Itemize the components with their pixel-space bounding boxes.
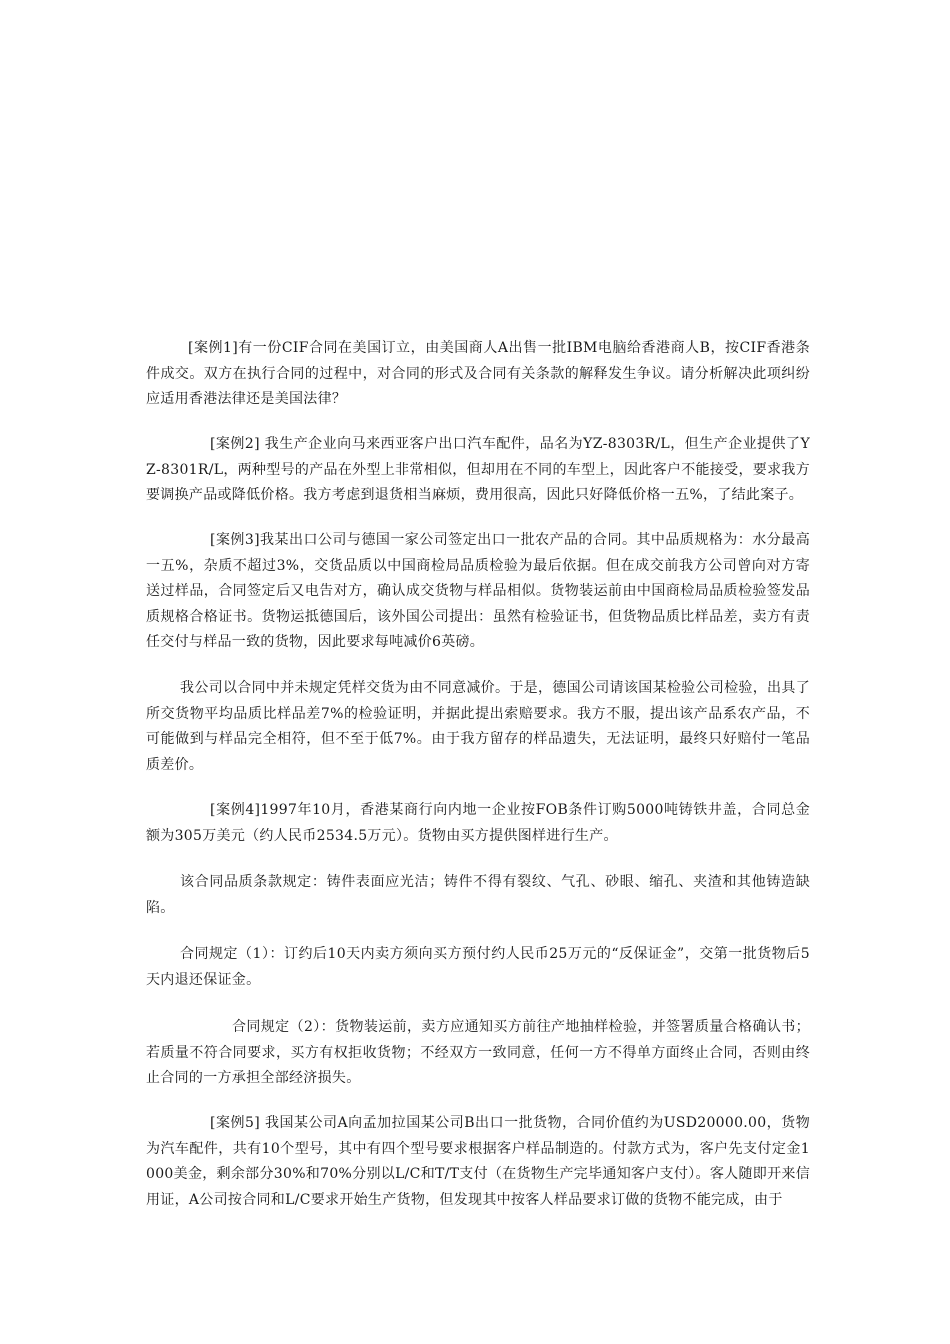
case-5-block [146, 1111, 810, 1213]
case-1-block [146, 336, 810, 413]
case-4-rule-1-block [146, 942, 810, 993]
case-4-block [146, 798, 810, 849]
case-4-rule-2-block [146, 1015, 810, 1092]
case-4-quality-block [146, 870, 810, 921]
case-2-block [146, 432, 810, 509]
case-4-rule-2-paragraph: 合同规定（2）：货物装运前，卖方应通知买方前往产地抽样检验，并签署质量合格确认书；若质量不符合同要求，买方有权拒收货物；不经双方一致同意，任何一方不得单方面终止合同，否则由终止合同的一方承担全部经济损失。 [146, 1019, 810, 1086]
case-3-continuation-block [146, 676, 810, 778]
case-4-paragraph: [案例4]1997年10月，香港某商行向内地一企业按FOB条件订购5000吨铸铁井盖，合同总金额为305万美元（约人民币2534.5万元）。货物由买方提供图样进行生产。 [146, 802, 810, 844]
case-3-continuation-paragraph: 我公司以合同中并未规定凭样交货为由不同意减价。于是，德国公司请该国某检验公司检验，出具了所交货物平均品质比样品差7%的检验证明，并据此提出索赔要求。我方不服，提出该产品系农产品，不可能做到与样品完全相符，但不至于低7%。由于我方留存的样品遗失，无法证明，最终只好赔付一笔品质差价。 [146, 680, 810, 773]
case-4-rule-1-paragraph: 合同规定（1）：订约后10天内卖方须向买方预付约人民币25万元的“反保证金”，交第一批货物后5天内退还保证金。 [146, 946, 810, 988]
case-5-paragraph: [案例5] 我国某公司A向孟加拉国某公司B出口一批货物，合同价值约为USD20000.00，货物为汽车配件，共有10个型号，其中有四个型号要求根据客户样品制造的。付款方式为，客户先支付定金1000美金，剩余部分30%和70%分别以L/C和T/T支付（在货物生产完毕通知客户支付）。客人随即开来信用证，A公司按合同和L/C要求开始生产货物，但发现其中按客人样品要求订做的货物不能完成，由于 [146, 1115, 810, 1208]
case-4-quality-paragraph: 该合同品质条款规定：铸件表面应光洁；铸件不得有裂纹、气孔、砂眼、缩孔、夹渣和其他铸造缺陷。 [146, 874, 810, 916]
case-1-paragraph: [案例1]有一份CIF合同在美国订立，由美国商人A出售一批IBM电脑给香港商人B，按CIF香港条件成交。双方在执行合同的过程中，对合同的形式及合同有关条款的解释发生争议。请分析解决此项纠纷应适用香港法律还是美国法律？ [146, 340, 810, 407]
case-3-block [146, 528, 810, 656]
case-2-paragraph: [案例2] 我生产企业向马来西亚客户出口汽车配件，品名为YZ-8303R/L，但生产企业提供了YZ-8301R/L，两种型号的产品在外型上非常相似，但却用在不同的车型上，因此客户不能接受，要求我方要调换产品或降低价格。我方考虑到退货相当麻烦，费用很高，因此只好降低价格一五%，了结此案子。 [146, 436, 810, 503]
case-3-paragraph: [案例3]我某出口公司与德国一家公司签定出口一批农产品的合同。其中品质规格为：水分最高一五%，杂质不超过3%，交货品质以中国商检局品质检验为最后依据。但在成交前我方公司曾向对方寄送过样品，合同签定后又电告对方，确认成交货物与样品相似。货物装运前由中国商检局品质检验签发品质规格合格证书。货物运抵德国后，该外国公司提出：虽然有检验证书，但货物品质比样品差，卖方有责任交付与样品一致的货物，因此要求每吨减价6英磅。 [146, 532, 810, 650]
